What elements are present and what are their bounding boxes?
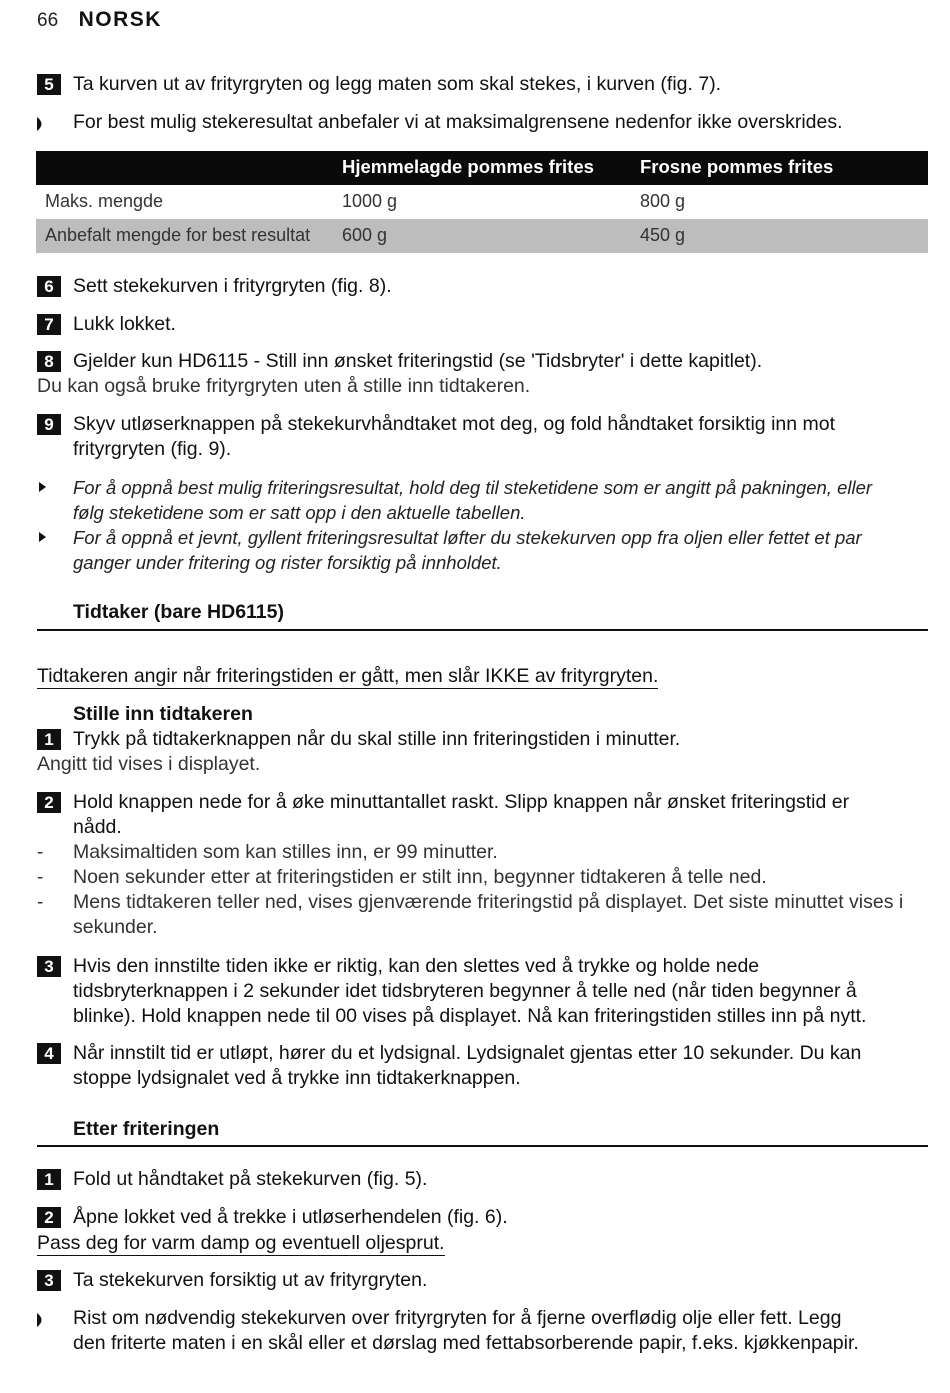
step-number: 5 [37, 74, 61, 95]
step-text: Sett stekekurven i frityrgryten (fig. 8). [73, 275, 392, 297]
step-note: Angitt tid vises i displayet. [37, 753, 261, 775]
step-text: Trykk på tidtakerknappen når du skal stille inn friteringstiden i minutter. [73, 728, 681, 750]
dash-bullet: - [37, 867, 44, 888]
step-number: 1 [37, 729, 61, 750]
hint-text: For å oppnå et jevnt, gyllent friteringsresultat løfter du stekekurven opp fra oljen eller fettet et par [73, 527, 862, 548]
step-text: Når innstilt tid er utløpt, hører du et lydsignal. Lydsignalet gjentas etter 10 sekunder. Du kan [73, 1042, 862, 1064]
step-text: stoppe lydsignalet ved å trykke inn tidtakerknappen. [73, 1067, 521, 1089]
page-header [37, 8, 162, 36]
step-number: 1 [37, 1169, 61, 1190]
table-cell: Anbefalt mengde for best resultat [45, 225, 311, 245]
step-number: 3 [37, 956, 61, 977]
step-number: 4 [37, 1043, 61, 1064]
step-text: Ta kurven ut av frityrgryten og legg maten som skal stekes, i kurven (fig. 7). [73, 73, 722, 95]
section-divider [37, 1145, 928, 1147]
tip-bullet-icon [37, 117, 46, 131]
step-number: 2 [37, 792, 61, 813]
warning-text: Tidtakeren angir når friteringstiden er gått, men slår IKKE av frityrgryten. [37, 665, 659, 687]
step-number: 8 [37, 351, 61, 372]
step-text: tidsbryterknappen i 2 sekunder idet tidsbryteren begynner å telle ned (når tiden begynner å [73, 980, 857, 1002]
hint-text: For å oppnå best mulig friteringsresultat, hold deg til steketidene som er angitt på pakningen, eller [73, 477, 873, 498]
step-text: Hold knappen nede for å øke minuttantallet raskt. Slipp knappen når ønsket friteringstid er [73, 791, 850, 813]
step-number: 3 [37, 1270, 61, 1291]
warning-text: Pass deg for varm damp og eventuell oljesprut. [37, 1232, 445, 1254]
hint-triangle-icon [39, 532, 46, 542]
section-divider [37, 629, 928, 631]
step-text: frityrgryten (fig. 9). [73, 438, 232, 460]
hint-triangle-icon [39, 482, 46, 492]
tip-text: For best mulig stekeresultat anbefaler vi at maksimalgrensene nedenfor ikke overskrides. [73, 111, 843, 133]
step-text: Fold ut håndtaket på stekekurven (fig. 5). [73, 1168, 428, 1190]
table-cell: 600 g [342, 225, 388, 245]
dash-text: Mens tidtakeren teller ned, vises gjenværende friteringstid på displayet. Det siste minuttet vises i [73, 891, 904, 913]
table-cell: 800 g [640, 191, 686, 211]
hint-text: følg steketidene som er satt opp i den aktuelle tabellen. [73, 502, 526, 523]
table-cell: 450 g [640, 225, 686, 245]
section-heading: Etter friteringen [73, 1118, 220, 1140]
section-heading: Tidtaker (bare HD6115) [73, 601, 284, 623]
step-text: Ta stekekurven forsiktig ut av frityrgryten. [73, 1269, 428, 1291]
step-number: 6 [37, 276, 61, 297]
step-number: 9 [37, 414, 61, 435]
dash-text: sekunder. [73, 916, 158, 938]
step-number: 2 [37, 1207, 61, 1228]
tip-text: den friterte maten i en skål eller et dørslag med fettabsorberende papir, f.eks. kjøkkenpapir. [73, 1332, 859, 1354]
subheading: Stille inn tidtakeren [73, 703, 253, 725]
table-cell: Maks. mengde [45, 191, 164, 211]
step-text: Gjelder kun HD6115 - Still inn ønsket friteringstid (se 'Tidsbryter' i dette kapitlet). [73, 350, 763, 372]
step-note: Du kan også bruke frityrgryten uten å stille inn tidtakeren. [37, 375, 531, 397]
step-text: blinke). Hold knappen nede til 00 vises på displayet. Nå kan friteringstiden stilles inn på nytt. [73, 1005, 867, 1027]
step-text: Åpne lokket ved å trekke i utløserhendelen (fig. 6). [73, 1206, 508, 1228]
dash-bullet: - [37, 842, 44, 863]
tip-text: Rist om nødvendig stekekurven over frityrgryten for å fjerne overflødig olje eller fett. Legg [73, 1307, 842, 1329]
dash-text: Noen sekunder etter at friteringstiden er stilt inn, begynner tidtakeren å telle ned. [73, 866, 767, 888]
tip-bullet-icon [37, 1313, 46, 1327]
table-header-cell: Hjemmelagde pommes frites [342, 156, 594, 177]
step-text: Hvis den innstilte tiden ikke er riktig, kan den slettes ved å trykke og holde nede [73, 955, 760, 977]
dash-text: Maksimaltiden som kan stilles inn, er 99 minutter. [73, 841, 498, 863]
page-number: 66 [37, 10, 59, 31]
step-text: Lukk lokket. [73, 313, 176, 335]
table-header-cell: Frosne pommes frites [640, 156, 834, 177]
step-text: Skyv utløserknappen på stekekurvhåndtaket mot deg, og fold håndtaket forsiktig inn mot [73, 413, 836, 435]
table-cell: 1000 g [342, 191, 398, 211]
step-number: 7 [37, 314, 61, 335]
step-text: nådd. [73, 816, 122, 838]
dash-bullet: - [37, 892, 44, 913]
language-label: NORSK [78, 8, 162, 31]
hint-text: ganger under fritering og rister forsiktig på innholdet. [73, 552, 502, 573]
